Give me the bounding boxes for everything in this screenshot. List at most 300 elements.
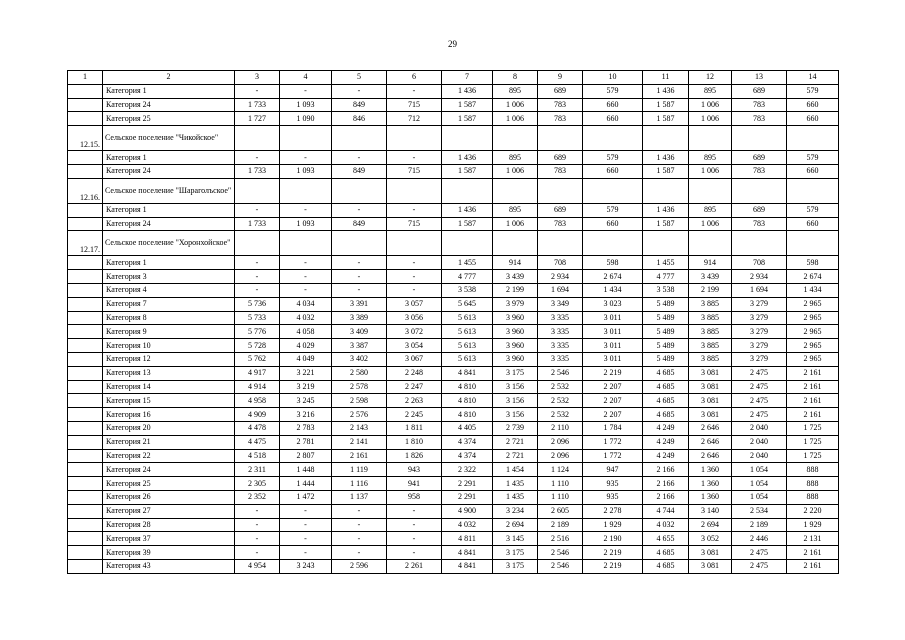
value-cell: 2 475: [732, 366, 787, 380]
row-number: [68, 283, 103, 297]
value-cell: 3 960: [493, 311, 538, 325]
table-row: [68, 435, 839, 449]
column-header: 1: [68, 71, 103, 85]
row-number: [68, 449, 103, 463]
value-cell: -: [387, 518, 442, 532]
value-cell: [280, 231, 332, 256]
value-cell: [332, 231, 387, 256]
value-cell: 1 093: [280, 217, 332, 231]
row-number: 12.16.: [68, 178, 103, 203]
value-cell: [280, 178, 332, 203]
row-number: [68, 435, 103, 449]
value-cell: -: [235, 203, 280, 217]
table-row: [68, 256, 839, 270]
row-number: [68, 217, 103, 231]
value-cell: 3 052: [689, 532, 732, 546]
value-cell: 2 040: [732, 435, 787, 449]
value-cell: 660: [787, 217, 839, 231]
row-number: [68, 518, 103, 532]
category-name: Категория 43: [103, 559, 235, 573]
table-row: [68, 504, 839, 518]
value-cell: 1 587: [442, 98, 493, 112]
row-number: [68, 339, 103, 353]
value-cell: 598: [583, 256, 643, 270]
row-number: [68, 325, 103, 339]
value-cell: -: [235, 270, 280, 284]
value-cell: 1 694: [538, 283, 583, 297]
category-name: Категория 4: [103, 283, 235, 297]
value-cell: 4 478: [235, 421, 280, 435]
value-cell: 4 685: [643, 546, 689, 560]
value-cell: 4 049: [280, 352, 332, 366]
value-cell: 1 090: [280, 112, 332, 126]
value-cell: 4 655: [643, 532, 689, 546]
value-cell: 4 518: [235, 449, 280, 463]
value-cell: -: [387, 283, 442, 297]
value-cell: 2 190: [583, 532, 643, 546]
settlement-row: [68, 178, 839, 203]
value-cell: 2 161: [787, 559, 839, 573]
table-row: [68, 477, 839, 491]
value-cell: -: [387, 151, 442, 165]
value-cell: 660: [583, 98, 643, 112]
row-number: [68, 164, 103, 178]
category-name: Категория 24: [103, 98, 235, 112]
value-cell: 2 598: [332, 394, 387, 408]
value-cell: [689, 126, 732, 151]
value-cell: 660: [583, 164, 643, 178]
value-cell: 1 727: [235, 112, 280, 126]
value-cell: 2 534: [732, 504, 787, 518]
value-cell: 2 131: [787, 532, 839, 546]
value-cell: 3 081: [689, 394, 732, 408]
value-cell: 2 783: [280, 421, 332, 435]
value-cell: 4 685: [643, 366, 689, 380]
value-cell: [787, 126, 839, 151]
category-name: Категория 1: [103, 203, 235, 217]
row-number: [68, 380, 103, 394]
value-cell: 2 291: [442, 477, 493, 491]
value-cell: -: [387, 84, 442, 98]
value-cell: 2 311: [235, 463, 280, 477]
value-cell: 2 807: [280, 449, 332, 463]
value-cell: 4 249: [643, 449, 689, 463]
value-cell: 1 054: [732, 490, 787, 504]
value-cell: 2 694: [493, 518, 538, 532]
column-header: 10: [583, 71, 643, 85]
value-cell: 2 161: [332, 449, 387, 463]
value-cell: [583, 126, 643, 151]
value-cell: 1 436: [442, 84, 493, 98]
value-cell: -: [387, 546, 442, 560]
value-cell: 895: [493, 203, 538, 217]
value-cell: 4 685: [643, 408, 689, 422]
value-cell: 3 081: [689, 380, 732, 394]
value-cell: [583, 231, 643, 256]
value-cell: 2 646: [689, 421, 732, 435]
value-cell: 1 811: [387, 421, 442, 435]
category-name: Категория 8: [103, 311, 235, 325]
table-row: [68, 546, 839, 560]
category-name: Категория 25: [103, 477, 235, 491]
value-cell: 2 646: [689, 449, 732, 463]
row-number: [68, 203, 103, 217]
value-cell: 1 929: [787, 518, 839, 532]
value-cell: 4 777: [442, 270, 493, 284]
value-cell: 2 096: [538, 449, 583, 463]
value-cell: -: [235, 84, 280, 98]
value-cell: 1 772: [583, 449, 643, 463]
value-cell: 712: [387, 112, 442, 126]
value-cell: 4 958: [235, 394, 280, 408]
table-row: [68, 408, 839, 422]
value-cell: 3 335: [538, 311, 583, 325]
value-cell: 4 685: [643, 559, 689, 573]
value-cell: -: [332, 518, 387, 532]
value-cell: 2 199: [689, 283, 732, 297]
value-cell: 2 096: [538, 435, 583, 449]
value-cell: 660: [787, 98, 839, 112]
row-number: [68, 504, 103, 518]
value-cell: 2 694: [689, 518, 732, 532]
value-cell: 1 435: [493, 490, 538, 504]
value-cell: 783: [538, 112, 583, 126]
value-cell: 5 489: [643, 311, 689, 325]
value-cell: 1 725: [787, 435, 839, 449]
table-row: [68, 421, 839, 435]
value-cell: 2 248: [387, 366, 442, 380]
value-cell: 3 081: [689, 559, 732, 573]
value-cell: -: [235, 546, 280, 560]
value-cell: 1 006: [493, 98, 538, 112]
value-cell: 3 054: [387, 339, 442, 353]
value-cell: 1 810: [387, 435, 442, 449]
row-number: [68, 490, 103, 504]
value-cell: 2 475: [732, 394, 787, 408]
value-cell: 3 011: [583, 311, 643, 325]
column-header: 9: [538, 71, 583, 85]
value-cell: [280, 126, 332, 151]
value-cell: 3 023: [583, 297, 643, 311]
value-cell: 689: [538, 151, 583, 165]
value-cell: 1 093: [280, 98, 332, 112]
value-cell: 3 885: [689, 297, 732, 311]
value-cell: [387, 126, 442, 151]
value-cell: -: [332, 532, 387, 546]
value-cell: 895: [689, 84, 732, 98]
value-cell: 5 728: [235, 339, 280, 353]
value-cell: 3 081: [689, 546, 732, 560]
value-cell: 2 965: [787, 352, 839, 366]
value-cell: 2 189: [732, 518, 787, 532]
value-cell: 2 263: [387, 394, 442, 408]
value-cell: -: [332, 84, 387, 98]
value-cell: 3 057: [387, 297, 442, 311]
column-header: 6: [387, 71, 442, 85]
value-cell: [442, 178, 493, 203]
category-name: Категория 15: [103, 394, 235, 408]
row-number: [68, 270, 103, 284]
category-name: Категория 14: [103, 380, 235, 394]
value-cell: 5 613: [442, 311, 493, 325]
value-cell: 3 979: [493, 297, 538, 311]
row-number: [68, 394, 103, 408]
value-cell: 1 455: [643, 256, 689, 270]
value-cell: 3 279: [732, 352, 787, 366]
value-cell: 660: [583, 112, 643, 126]
table-row: [68, 394, 839, 408]
value-cell: 3 960: [493, 339, 538, 353]
value-cell: 2 322: [442, 463, 493, 477]
table-row: [68, 532, 839, 546]
value-cell: 3 245: [280, 394, 332, 408]
value-cell: 5 776: [235, 325, 280, 339]
value-cell: 2 166: [643, 463, 689, 477]
category-name: Категория 27: [103, 504, 235, 518]
value-cell: 1 110: [538, 477, 583, 491]
column-header: 13: [732, 71, 787, 85]
page-number: 29: [448, 39, 457, 49]
table-row: [68, 270, 839, 284]
value-cell: 579: [787, 84, 839, 98]
value-cell: [643, 178, 689, 203]
value-cell: 2 596: [332, 559, 387, 573]
value-cell: 5 762: [235, 352, 280, 366]
value-cell: 708: [732, 256, 787, 270]
settlement-row: [68, 126, 839, 151]
row-number: [68, 408, 103, 422]
value-cell: 2 247: [387, 380, 442, 394]
value-cell: -: [235, 504, 280, 518]
value-cell: 1 054: [732, 477, 787, 491]
value-cell: 888: [787, 490, 839, 504]
value-cell: 4 744: [643, 504, 689, 518]
value-cell: 783: [732, 112, 787, 126]
value-cell: [235, 178, 280, 203]
value-cell: 1 826: [387, 449, 442, 463]
value-cell: -: [280, 532, 332, 546]
value-cell: 3 243: [280, 559, 332, 573]
table-row: [68, 352, 839, 366]
value-cell: 3 081: [689, 408, 732, 422]
table-row: [68, 297, 839, 311]
value-cell: 1 455: [442, 256, 493, 270]
settlement-row: [68, 231, 839, 256]
value-cell: [387, 178, 442, 203]
value-cell: 4 914: [235, 380, 280, 394]
value-cell: 3 011: [583, 352, 643, 366]
value-cell: 689: [538, 84, 583, 98]
value-cell: [442, 126, 493, 151]
value-cell: [493, 178, 538, 203]
value-cell: 783: [732, 164, 787, 178]
value-cell: 4 900: [442, 504, 493, 518]
category-name: Категория 24: [103, 164, 235, 178]
value-cell: -: [387, 504, 442, 518]
value-cell: -: [332, 546, 387, 560]
tariff-table: [67, 70, 839, 574]
value-cell: 849: [332, 164, 387, 178]
value-cell: -: [280, 256, 332, 270]
value-cell: -: [280, 270, 332, 284]
value-cell: 4 249: [643, 421, 689, 435]
value-cell: 3 335: [538, 339, 583, 353]
value-cell: 1 006: [689, 217, 732, 231]
value-cell: 4 374: [442, 449, 493, 463]
value-cell: 3 389: [332, 311, 387, 325]
value-cell: 2 546: [538, 366, 583, 380]
settlement-name: Сельское поселение "Хоронхойское": [103, 231, 235, 256]
value-cell: 2 166: [643, 477, 689, 491]
row-number: [68, 546, 103, 560]
value-cell: 1 444: [280, 477, 332, 491]
value-cell: 958: [387, 490, 442, 504]
value-cell: 935: [583, 477, 643, 491]
value-cell: [689, 178, 732, 203]
value-cell: [538, 126, 583, 151]
value-cell: 1 587: [442, 217, 493, 231]
value-cell: 1 110: [538, 490, 583, 504]
value-cell: 5 489: [643, 297, 689, 311]
value-cell: 2 721: [493, 435, 538, 449]
value-cell: 2 965: [787, 325, 839, 339]
value-cell: 3 011: [583, 325, 643, 339]
row-number: [68, 98, 103, 112]
value-cell: 888: [787, 477, 839, 491]
value-cell: 3 072: [387, 325, 442, 339]
value-cell: 895: [493, 84, 538, 98]
value-cell: 1 434: [583, 283, 643, 297]
table-row: [68, 98, 839, 112]
value-cell: 4 475: [235, 435, 280, 449]
value-cell: 3 219: [280, 380, 332, 394]
category-name: Категория 25: [103, 112, 235, 126]
value-cell: [787, 231, 839, 256]
value-cell: 3 145: [493, 532, 538, 546]
value-cell: 2 261: [387, 559, 442, 573]
value-cell: -: [387, 532, 442, 546]
value-cell: -: [280, 203, 332, 217]
table-row: [68, 490, 839, 504]
value-cell: 914: [689, 256, 732, 270]
table-row: [68, 366, 839, 380]
value-cell: 849: [332, 98, 387, 112]
value-cell: 3 391: [332, 297, 387, 311]
value-cell: 5 613: [442, 339, 493, 353]
value-cell: 947: [583, 463, 643, 477]
value-cell: 1 436: [643, 84, 689, 98]
category-name: Категория 24: [103, 217, 235, 231]
row-number: [68, 463, 103, 477]
value-cell: [583, 178, 643, 203]
value-cell: 689: [732, 151, 787, 165]
value-cell: 783: [538, 164, 583, 178]
value-cell: 2 965: [787, 297, 839, 311]
value-cell: 2 934: [538, 270, 583, 284]
value-cell: 5 736: [235, 297, 280, 311]
value-cell: 1 436: [442, 151, 493, 165]
value-cell: 689: [732, 84, 787, 98]
value-cell: -: [280, 84, 332, 98]
column-header: 8: [493, 71, 538, 85]
value-cell: 689: [732, 203, 787, 217]
value-cell: 2 305: [235, 477, 280, 491]
value-cell: 1 772: [583, 435, 643, 449]
value-cell: 5 613: [442, 325, 493, 339]
value-cell: 1 054: [732, 463, 787, 477]
value-cell: 3 885: [689, 325, 732, 339]
value-cell: 579: [787, 151, 839, 165]
value-cell: 3 279: [732, 297, 787, 311]
value-cell: 3 885: [689, 311, 732, 325]
value-cell: [732, 178, 787, 203]
value-cell: 783: [732, 98, 787, 112]
row-number: [68, 256, 103, 270]
value-cell: 2 040: [732, 421, 787, 435]
value-cell: 2 219: [583, 366, 643, 380]
value-cell: [643, 126, 689, 151]
value-cell: 2 141: [332, 435, 387, 449]
value-cell: 598: [787, 256, 839, 270]
value-cell: 3 439: [689, 270, 732, 284]
value-cell: 5 645: [442, 297, 493, 311]
value-cell: 1 006: [493, 112, 538, 126]
value-cell: 2 576: [332, 408, 387, 422]
row-number: [68, 151, 103, 165]
value-cell: 2 161: [787, 394, 839, 408]
value-cell: 3 885: [689, 339, 732, 353]
value-cell: 3 960: [493, 325, 538, 339]
value-cell: 4 777: [643, 270, 689, 284]
value-cell: 4 917: [235, 366, 280, 380]
value-cell: 4 034: [280, 297, 332, 311]
value-cell: 895: [493, 151, 538, 165]
value-cell: 1 360: [689, 490, 732, 504]
row-number: [68, 477, 103, 491]
value-cell: 2 475: [732, 380, 787, 394]
value-cell: 1 472: [280, 490, 332, 504]
value-cell: 5 733: [235, 311, 280, 325]
category-name: Категория 12: [103, 352, 235, 366]
value-cell: 2 207: [583, 408, 643, 422]
column-header: 5: [332, 71, 387, 85]
value-cell: 2 578: [332, 380, 387, 394]
value-cell: 1 434: [787, 283, 839, 297]
value-cell: 1 587: [442, 112, 493, 126]
value-cell: 2 475: [732, 408, 787, 422]
value-cell: 895: [689, 151, 732, 165]
value-cell: 708: [538, 256, 583, 270]
value-cell: 4 032: [643, 518, 689, 532]
value-cell: 1 587: [643, 98, 689, 112]
row-number: [68, 297, 103, 311]
value-cell: -: [235, 532, 280, 546]
value-cell: [493, 126, 538, 151]
value-cell: 935: [583, 490, 643, 504]
value-cell: 715: [387, 98, 442, 112]
value-cell: 715: [387, 164, 442, 178]
value-cell: 783: [732, 217, 787, 231]
value-cell: [332, 178, 387, 203]
value-cell: 1 360: [689, 463, 732, 477]
value-cell: 2 532: [538, 394, 583, 408]
value-cell: 1 137: [332, 490, 387, 504]
value-cell: 579: [787, 203, 839, 217]
value-cell: 895: [689, 203, 732, 217]
row-number: [68, 84, 103, 98]
value-cell: 2 352: [235, 490, 280, 504]
value-cell: 2 166: [643, 490, 689, 504]
